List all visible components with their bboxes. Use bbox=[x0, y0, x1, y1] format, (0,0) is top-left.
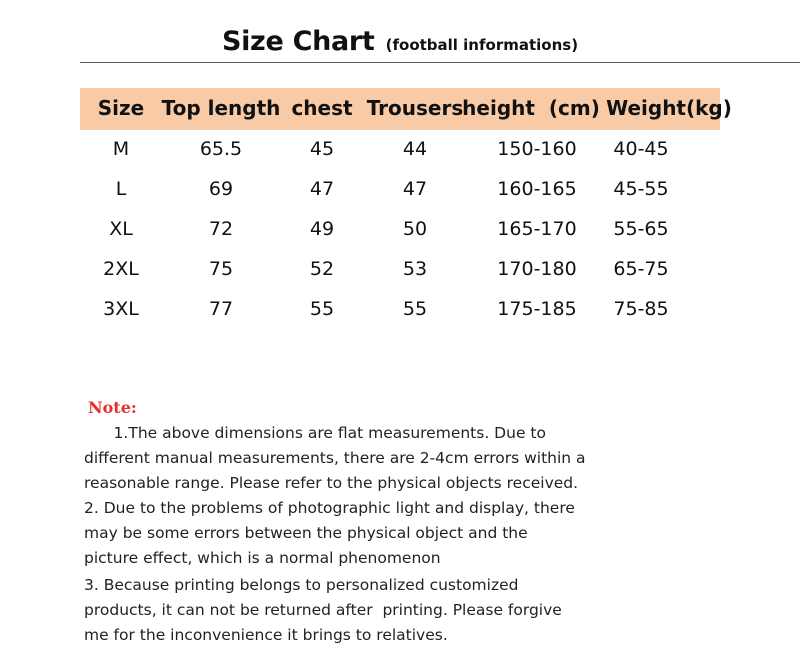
table-cell: 47 bbox=[309, 178, 335, 200]
table-cell: 47 bbox=[402, 178, 428, 200]
table-cell: 53 bbox=[402, 258, 428, 280]
header-chest: chest bbox=[291, 96, 353, 120]
header-height: height (cm) bbox=[462, 96, 600, 120]
page-title bbox=[0, 26, 800, 57]
note-line: may be some errors between the physical object and the bbox=[84, 524, 528, 542]
note-line: 3. Because printing belongs to personalized customized bbox=[84, 576, 519, 594]
title-main: Size Chart bbox=[221, 26, 375, 57]
header-size: Size bbox=[97, 96, 145, 120]
table-cell: 3XL bbox=[103, 298, 139, 320]
table-cell: XL bbox=[109, 218, 133, 240]
table-cell: 75-85 bbox=[613, 298, 669, 320]
table-cell: 40-45 bbox=[613, 138, 669, 160]
header-trousers: Trousers bbox=[366, 96, 464, 120]
note-line: 1.The above dimensions are flat measurements. Due to bbox=[84, 424, 546, 442]
table-cell: 150-160 bbox=[497, 138, 577, 160]
table-cell: 44 bbox=[402, 138, 428, 160]
table-cell: 165-170 bbox=[497, 218, 577, 240]
table-cell: 45 bbox=[309, 138, 335, 160]
table-cell: 72 bbox=[208, 218, 234, 240]
table-cell: 65-75 bbox=[613, 258, 669, 280]
table-cell: L bbox=[115, 178, 127, 200]
note-label: Note: bbox=[88, 398, 137, 417]
note-line: me for the inconvenience it brings to relatives. bbox=[84, 626, 448, 644]
table-cell: 45-55 bbox=[613, 178, 669, 200]
table-cell: 75 bbox=[208, 258, 234, 280]
table-cell: 52 bbox=[309, 258, 335, 280]
table-cell: 77 bbox=[208, 298, 234, 320]
note-line: picture effect, which is a normal phenomenon bbox=[84, 549, 441, 567]
table-cell: 49 bbox=[309, 218, 335, 240]
table-cell: 160-165 bbox=[497, 178, 577, 200]
table-cell: M bbox=[112, 138, 130, 160]
table-cell: 175-185 bbox=[497, 298, 577, 320]
table-cell: 2XL bbox=[103, 258, 139, 280]
table-cell: 55 bbox=[402, 298, 428, 320]
table-cell: 55-65 bbox=[613, 218, 669, 240]
table-cell: 69 bbox=[208, 178, 234, 200]
table-cell: 65.5 bbox=[199, 138, 243, 160]
title-subtitle: (football informations) bbox=[385, 36, 579, 54]
header-top-length: Top length bbox=[161, 96, 281, 120]
note-line: 2. Due to the problems of photographic light and display, there bbox=[84, 499, 575, 517]
table-cell: 55 bbox=[309, 298, 335, 320]
note-line: different manual measurements, there are 2-4cm errors within a bbox=[84, 449, 586, 467]
note-line: products, it can not be returned after printing. Please forgive bbox=[84, 601, 562, 619]
note-line: reasonable range. Please refer to the physical objects received. bbox=[84, 474, 579, 492]
title-divider bbox=[80, 62, 800, 63]
header-weight: Weight(kg) bbox=[606, 96, 732, 120]
table-cell: 50 bbox=[402, 218, 428, 240]
table-cell: 170-180 bbox=[497, 258, 577, 280]
